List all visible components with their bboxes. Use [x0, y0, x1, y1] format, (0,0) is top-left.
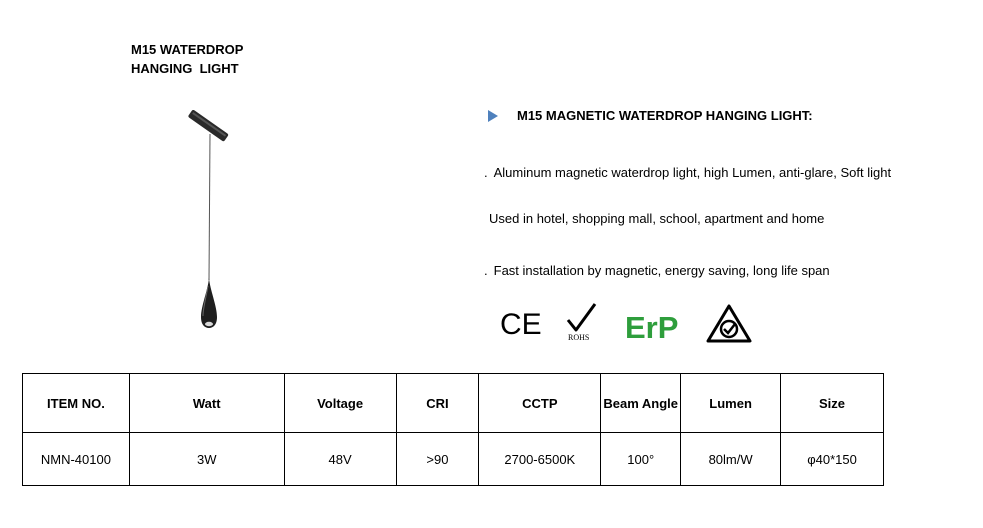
product-title-line1: M15 WATERDROP [131, 42, 244, 57]
feature-item-3 [484, 263, 830, 278]
erp-mark-icon [625, 310, 678, 345]
table-cell: 80lm/W [681, 433, 781, 486]
feature-text: Fast installation by magnetic, energy saving, long life span [493, 263, 830, 278]
table-header-cell: Beam Angle [601, 374, 681, 433]
table-cell: 48V [284, 433, 396, 486]
feature-bullet: . [484, 263, 488, 278]
feature-text: Aluminum magnetic waterdrop light, high Lumen, anti-glare, Soft light [493, 165, 892, 180]
rcm-mark-icon [708, 306, 750, 341]
ce-mark-icon [500, 308, 542, 341]
feature-item-1 [484, 165, 891, 180]
table-header-cell: CCTP [479, 374, 601, 433]
table-header-cell: Voltage [284, 374, 396, 433]
feature-item-2 [489, 211, 824, 226]
table-row [23, 433, 884, 486]
rohs-mark-icon [568, 304, 595, 342]
certification-logos [498, 300, 758, 348]
table-header-cell: Watt [129, 374, 284, 433]
ce-mark-text: CE [500, 308, 542, 341]
details-heading-row [488, 108, 813, 123]
product-title [131, 40, 243, 78]
table-header-cell: ITEM NO. [23, 374, 130, 433]
table-cell: 100° [601, 433, 681, 486]
table-header-cell: CRI [396, 374, 479, 433]
table-cell: >90 [396, 433, 479, 486]
product-title-line2: HANGING LIGHT [131, 61, 239, 76]
details-heading: M15 MAGNETIC WATERDROP HANGING LIGHT: [517, 108, 813, 123]
feature-bullet: . [484, 165, 488, 180]
table-cell: 2700-6500K [479, 433, 601, 486]
table-header-row [23, 374, 884, 433]
triangle-right-icon [488, 110, 498, 122]
table-cell: φ40*150 [781, 433, 884, 486]
feature-text: Used in hotel, shopping mall, school, apartment and home [489, 211, 825, 226]
spec-table [22, 373, 884, 486]
erp-mark-text: ErP [625, 310, 679, 345]
table-cell: NMN-40100 [23, 433, 130, 486]
table-cell: 3W [129, 433, 284, 486]
table-header-cell: Lumen [681, 374, 781, 433]
hanging-light-image [184, 110, 244, 335]
table-header-cell: Size [781, 374, 884, 433]
rohs-mark-text: ROHS [568, 333, 590, 342]
